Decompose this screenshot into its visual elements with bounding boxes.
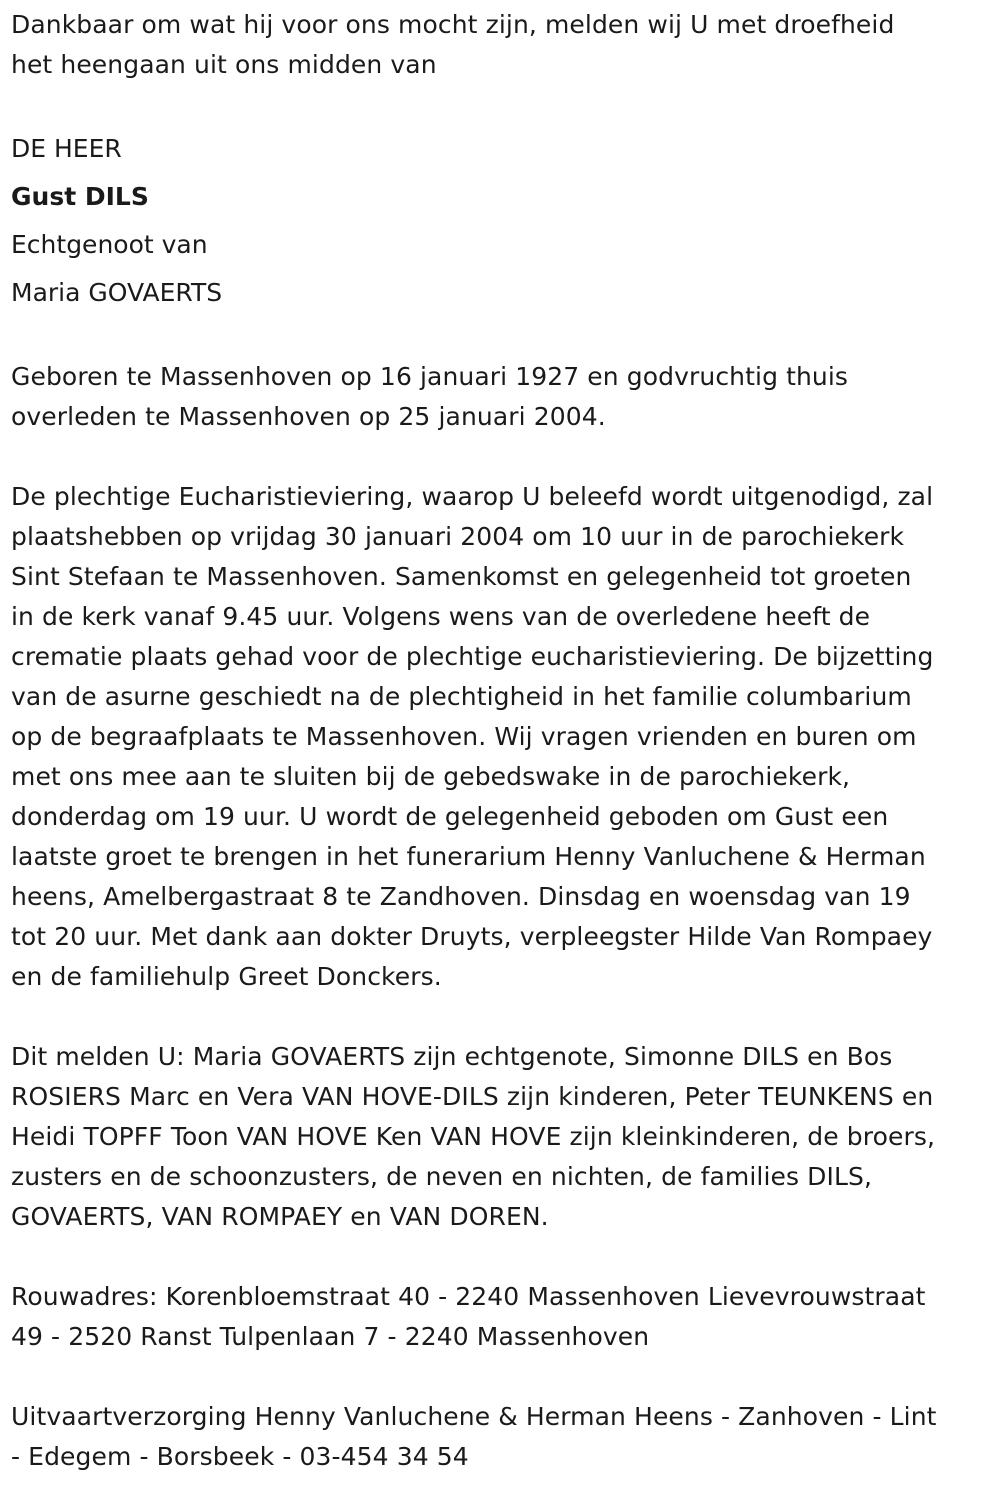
ceremony-line: en de familiehulp Greet Donckers. <box>11 962 442 991</box>
ceremony-line: Sint Stefaan te Massenhoven. Samenkomst en gelegenheid tot groeten <box>11 562 912 591</box>
deceased-block <box>11 125 989 317</box>
family-line: Dit melden U: Maria GOVAERTS zijn echtgenote, Simonne DILS en Bos <box>11 1042 893 1071</box>
ceremony-line: heens, Amelbergastraat 8 te Zandhoven. Dinsdag en woensdag van 19 <box>11 882 911 911</box>
ceremony-line: donderdag om 19 uur. U wordt de gelegenheid geboden om Gust een <box>11 802 889 831</box>
deceased-spouse: Maria GOVAERTS <box>11 278 223 307</box>
family-line: GOVAERTS, VAN ROMPAEY en VAN DOREN. <box>11 1202 549 1231</box>
birth-death-paragraph <box>11 357 989 437</box>
deceased-name: Gust DILS <box>11 182 149 211</box>
deceased-relation: Echtgenoot van <box>11 230 208 259</box>
ceremony-line: plaatshebben op vrijdag 30 januari 2004 om 10 uur in de parochiekerk <box>11 522 905 551</box>
address-paragraph <box>11 1277 989 1357</box>
birth-death-line: overleden te Massenhoven op 25 januari 2004. <box>11 402 606 431</box>
address-line: 49 - 2520 Ranst Tulpenlaan 7 - 2240 Massenhoven <box>11 1322 650 1351</box>
family-paragraph <box>11 1037 989 1237</box>
ceremony-line: met ons mee aan te sluiten bij de gebedswake in de parochiekerk, <box>11 762 851 791</box>
address-line: Rouwadres: Korenbloemstraat 40 - 2240 Massenhoven Lievevrouwstraat <box>11 1282 926 1311</box>
ceremony-line: in de kerk vanaf 9.45 uur. Volgens wens van de overledene heeft de <box>11 602 871 631</box>
undertaker-line: Uitvaartverzorging Henny Vanluchene & Herman Heens - Zanhoven - Lint <box>11 1402 937 1431</box>
ceremony-paragraph <box>11 477 989 997</box>
undertaker-line: - Edegem - Borsbeek - 03-454 34 54 <box>11 1442 469 1471</box>
birth-death-line: Geboren te Massenhoven op 16 januari 1927 en godvruchtig thuis <box>11 362 849 391</box>
ceremony-line: van de asurne geschiedt na de plechtigheid in het familie columbarium <box>11 682 912 711</box>
family-line: ROSIERS Marc en Vera VAN HOVE-DILS zijn kinderen, Peter TEUNKENS en <box>11 1082 934 1111</box>
undertaker-paragraph <box>11 1397 989 1477</box>
ceremony-line: De plechtige Eucharistieviering, waarop U beleefd wordt uitgenodigd, zal <box>11 482 934 511</box>
ceremony-line: tot 20 uur. Met dank aan dokter Druyts, verpleegster Hilde Van Rompaey <box>11 922 933 951</box>
ceremony-line: crematie plaats gehad voor de plechtige eucharistieviering. De bijzetting <box>11 642 934 671</box>
deceased-title: DE HEER <box>11 134 122 163</box>
family-line: zusters en de schoonzusters, de neven en nichten, de families DILS, <box>11 1162 873 1191</box>
intro-line: Dankbaar om wat hij voor ons mocht zijn, melden wij U met droefheid <box>11 10 895 39</box>
intro-paragraph <box>11 5 989 85</box>
ceremony-line: laatste groet te brengen in het funerarium Henny Vanluchene & Herman <box>11 842 926 871</box>
family-line: Heidi TOPFF Toon VAN HOVE Ken VAN HOVE zijn kleinkinderen, de broers, <box>11 1122 936 1151</box>
ceremony-line: op de begraafplaats te Massenhoven. Wij vragen vrienden en buren om <box>11 722 917 751</box>
intro-line: het heengaan uit ons midden van <box>11 50 437 79</box>
